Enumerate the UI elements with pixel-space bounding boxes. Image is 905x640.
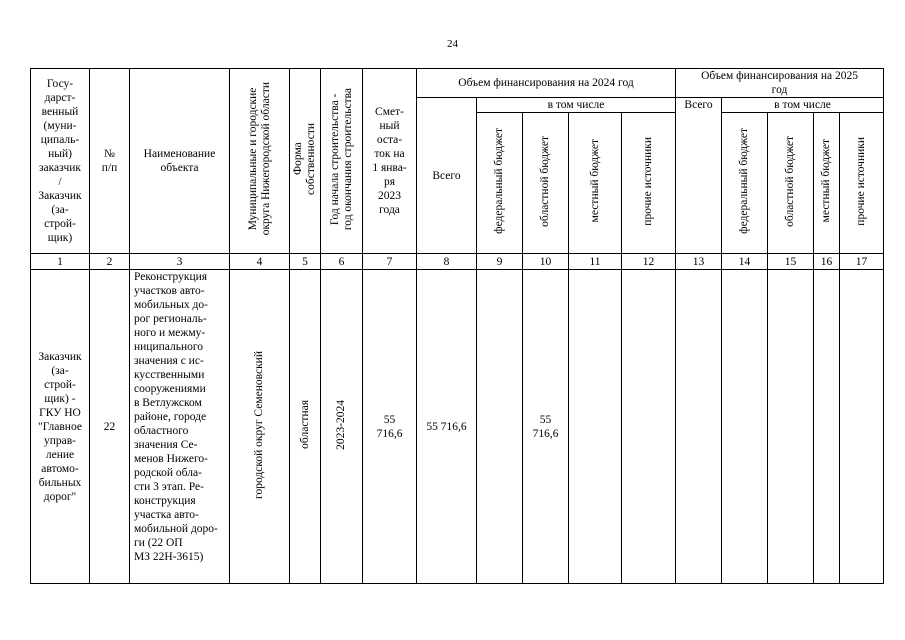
text-line: ги (22 ОП [134,537,183,549]
text-line: конструкция [134,495,196,507]
text-line: мобильных до- [134,299,208,311]
column-number: 17 [840,254,884,270]
ownership-text: областная [298,400,311,449]
column-number: 9 [477,254,523,270]
text-line: Наименование [143,148,216,160]
text-line: "Главное [38,420,82,433]
years-text: 2023-2024 [335,399,347,450]
row-other-2025 [840,270,884,584]
header-years [321,69,363,254]
text-line: щик) [47,232,73,244]
row-ownership [290,270,321,584]
text-line: дарст- [44,92,76,104]
column-number: 12 [622,254,676,270]
text-line: ГКУ НО [39,406,81,419]
text-line: автомо- [41,462,79,475]
column-number: 16 [814,254,840,270]
text-line: Заказчик [38,350,82,363]
text-line: (муни- [43,120,77,132]
row-local-2025 [814,270,840,584]
text-line: Объем финансирования на 2025 [701,70,858,82]
page-number: 24 [447,38,458,50]
text-line: ниципального [134,341,204,353]
text-line: (за- [51,204,69,216]
row-customer [31,270,90,584]
row-total-2025 [676,270,722,584]
column-number: 3 [130,254,230,270]
header-number [90,69,130,254]
text-line: п/п [101,162,118,174]
local-label: местный бюджет [820,139,833,223]
text-line: год окончания строительства [341,87,354,231]
row-regional-2025 [768,270,814,584]
text-line: участка авто- [134,509,199,521]
header-total-2025: Всего [676,98,722,254]
federal-label: федеральный бюджет [738,128,751,234]
row-municipality [230,270,290,584]
header-municipality [230,69,290,254]
regional-label: областной бюджет [784,135,797,227]
text-line: 55 [539,413,552,426]
header-other-2025 [840,113,884,254]
text-line: 1 янва- [372,162,407,174]
column-number: 10 [523,254,569,270]
text-line: / [58,176,62,188]
column-number: 6 [321,254,363,270]
text-line: 2023 [378,190,401,202]
row-years [321,270,363,584]
column-number: 15 [768,254,814,270]
column-number: 2 [90,254,130,270]
other-label: прочие источники [855,136,868,226]
text-line: ный [379,120,400,132]
text-line: Форма [292,142,304,176]
text-line: значения с ис- [134,355,204,367]
text-line: года [379,204,400,216]
column-number: 8 [417,254,477,270]
text-line: округа Нижегородской области [259,82,272,236]
text-line: областного [134,425,189,437]
federal-label: федеральный бюджет [493,128,505,234]
row-federal-2025 [722,270,768,584]
header-other-2024 [622,113,676,254]
text-line: в Ветлужском [134,397,202,409]
text-line: рог региональ- [134,313,207,325]
column-number: 7 [363,254,417,270]
header-federal-2024 [477,113,523,254]
header-federal-2025 [722,113,768,254]
column-number: 1 [31,254,90,270]
text-line: ный) [48,148,72,160]
header-customer [31,69,90,254]
header-funding-2025 [676,69,884,98]
text-line: 716,6 [532,427,559,440]
text-line: кусственными [134,369,205,381]
row-number: 22 [90,270,130,584]
row-estimate [363,270,417,584]
text-line: 716,6 [376,427,403,440]
local-label: местный бюджет [588,139,601,223]
column-number: 5 [290,254,321,270]
text-line: ципаль- [40,134,80,146]
header-total-2024: Всего [417,98,477,254]
text-line: бильных [38,476,82,489]
text-line: МЗ 22Н-3615) [134,551,204,563]
header-regional-2025 [768,113,814,254]
text-line: 55 [383,413,396,426]
row-local-2024 [569,270,622,584]
header-funding-2024: Объем финансирования на 2024 год [417,69,676,98]
regional-label: областной бюджет [539,135,551,227]
row-regional-2024 [523,270,569,584]
header-estimate [363,69,417,254]
text-line: щик) - [44,392,76,405]
row-object-name [130,270,230,584]
column-number: 11 [569,254,622,270]
text-line: Реконструкция [134,271,208,283]
text-line: сти 3 этап. Ре- [134,481,204,493]
text-line: ря [383,176,396,188]
text-line: венный [41,106,79,118]
text-line: родской обла- [134,467,202,479]
text-line: менов Нижего- [134,453,208,465]
table-row [31,270,884,584]
financing-table [30,68,884,584]
text-line: участков авто- [134,285,205,297]
row-total-2024: 55 716,6 [417,270,477,584]
text-line: № [104,148,115,160]
row-other-2024 [622,270,676,584]
other-label: прочие источники [642,136,654,226]
text-line: Муниципальные и городские [246,87,259,231]
text-line: сооружениями [134,383,206,395]
text-line: ток на [374,148,405,160]
text-line: строй- [44,218,76,230]
column-number: 4 [230,254,290,270]
text-line: Заказчик [38,190,82,202]
header-ownership [290,69,321,254]
text-line: мобильной доро- [134,523,218,535]
text-line: оста- [376,134,403,146]
header-including-2025: в том числе [722,98,884,113]
text-line: Госу- [46,78,74,90]
text-line: год [771,84,788,96]
column-number: 14 [722,254,768,270]
text-line: районе, городе [134,411,207,423]
text-line: значения Се- [134,439,198,451]
header-local-2025 [814,113,840,254]
text-line: Смет- [375,106,404,118]
row-federal-2024 [477,270,523,584]
text-line: заказчик [38,162,81,174]
text-line: объекта [160,162,199,174]
text-line: дорог" [43,490,77,503]
text-line: ление [45,448,75,461]
text-line: строй- [44,378,76,391]
text-line: Год начала строительства - [328,93,341,225]
text-line: управ- [43,434,77,447]
header-local-2024 [569,113,622,254]
column-number: 13 [676,254,722,270]
text-line: ного и межму- [134,327,206,339]
header-regional-2024 [523,113,569,254]
header-object-name [130,69,230,254]
text-line: собственности [305,123,317,195]
column-number-row [31,254,884,270]
municipality-text: городской округ Семеновский [253,350,265,499]
header-including-2024: в том числе [477,98,676,113]
text-line: (за- [51,364,69,377]
